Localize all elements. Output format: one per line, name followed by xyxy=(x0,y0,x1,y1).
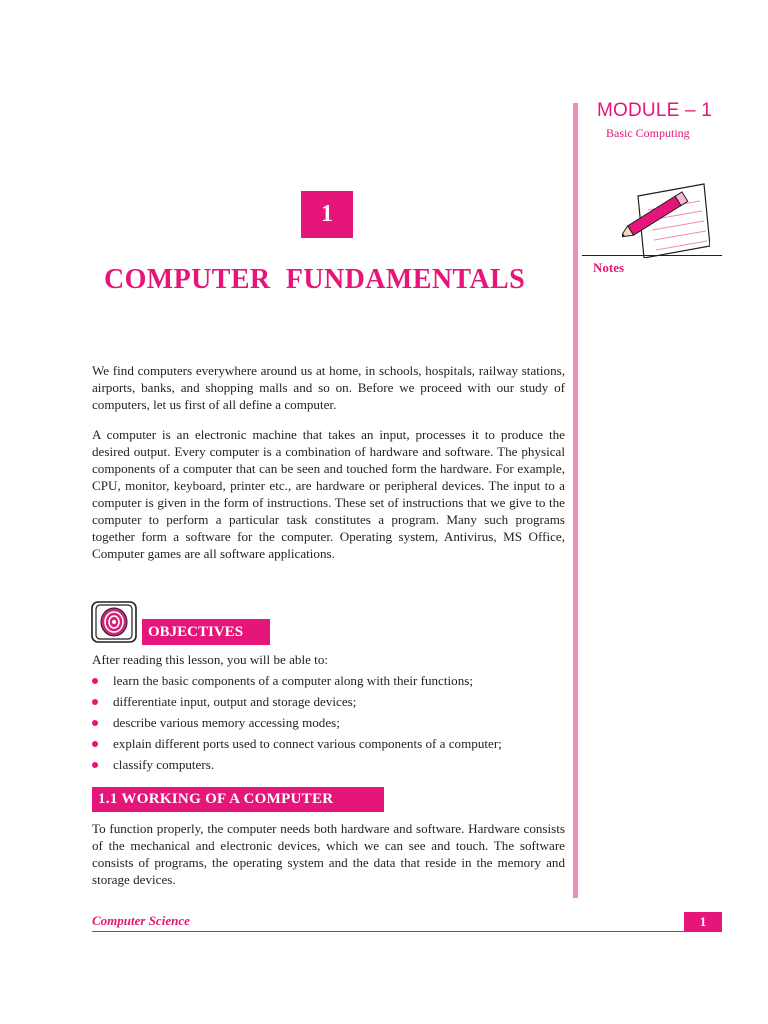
section-paragraph: To function properly, the computer needs both hardware and software. Hardware consists of the mechanical and electronic devices, which we can see and touch. The software consists of programs, the operating system and the data that reside in the memory and storage devices. xyxy=(92,821,565,887)
footer-rule xyxy=(92,931,722,932)
list-item xyxy=(92,670,502,691)
objectives-header: OBJECTIVES xyxy=(142,619,270,645)
list-item-text: explain different ports used to connect various components of a computer; xyxy=(113,736,502,751)
list-item-text: learn the basic components of a computer along with their functions; xyxy=(113,673,473,688)
chapter-number: 1 xyxy=(301,191,353,238)
list-item xyxy=(92,754,502,775)
notes-rule xyxy=(582,255,722,256)
margin-divider xyxy=(573,103,578,898)
notes-label: Notes xyxy=(593,260,625,275)
list-item-text: differentiate input, output and storage devices; xyxy=(113,694,357,709)
intro-paragraph-1: We find computers everywhere around us at home, in schools, hospitals, railway stations, airports, banks, and shopping malls and so on. Before we proceed with our study of computers, let us first of all define a computer. xyxy=(92,363,565,412)
bullet-icon xyxy=(92,678,98,684)
module-title: MODULE – 1 xyxy=(597,100,712,121)
section-header: 1.1 WORKING OF A COMPUTER xyxy=(92,787,384,812)
target-icon xyxy=(91,601,137,643)
list-item xyxy=(92,712,502,733)
list-item xyxy=(92,691,502,712)
list-item-text: classify computers. xyxy=(113,757,215,772)
bullet-icon xyxy=(92,741,98,747)
bullet-icon xyxy=(92,699,98,705)
bullet-icon xyxy=(92,720,98,726)
intro-paragraph-2: A computer is an electronic machine that takes an input, processes it to produce the desired output. Every computer is a combination of hardware and software. The physical components of a computer that can be seen and touched form the hardware. For example, CPU, monitor, keyboard, printer etc., are hardware or peripheral devices. The input to a computer is given in the form of instructions. These set of instructions that we give to the computer to perform a particular task constitutes a program. Many such programs together form a software for the computer. Operating system, Antivirus, MS Office, Computer games are all software applications. xyxy=(92,427,565,561)
objectives-list xyxy=(92,670,502,775)
module-subtitle: Basic Computing xyxy=(606,126,690,140)
objectives-intro: After reading this lesson, you will be able to: xyxy=(92,652,329,667)
notepad-pencil-icon xyxy=(622,180,710,258)
page-number: 1 xyxy=(684,912,722,932)
list-item-text: describe various memory accessing modes; xyxy=(113,715,340,730)
bullet-icon xyxy=(92,762,98,768)
footer-book-title: Computer Science xyxy=(92,913,190,928)
chapter-title: COMPUTER FUNDAMENTALS xyxy=(104,264,526,295)
list-item xyxy=(92,733,502,754)
